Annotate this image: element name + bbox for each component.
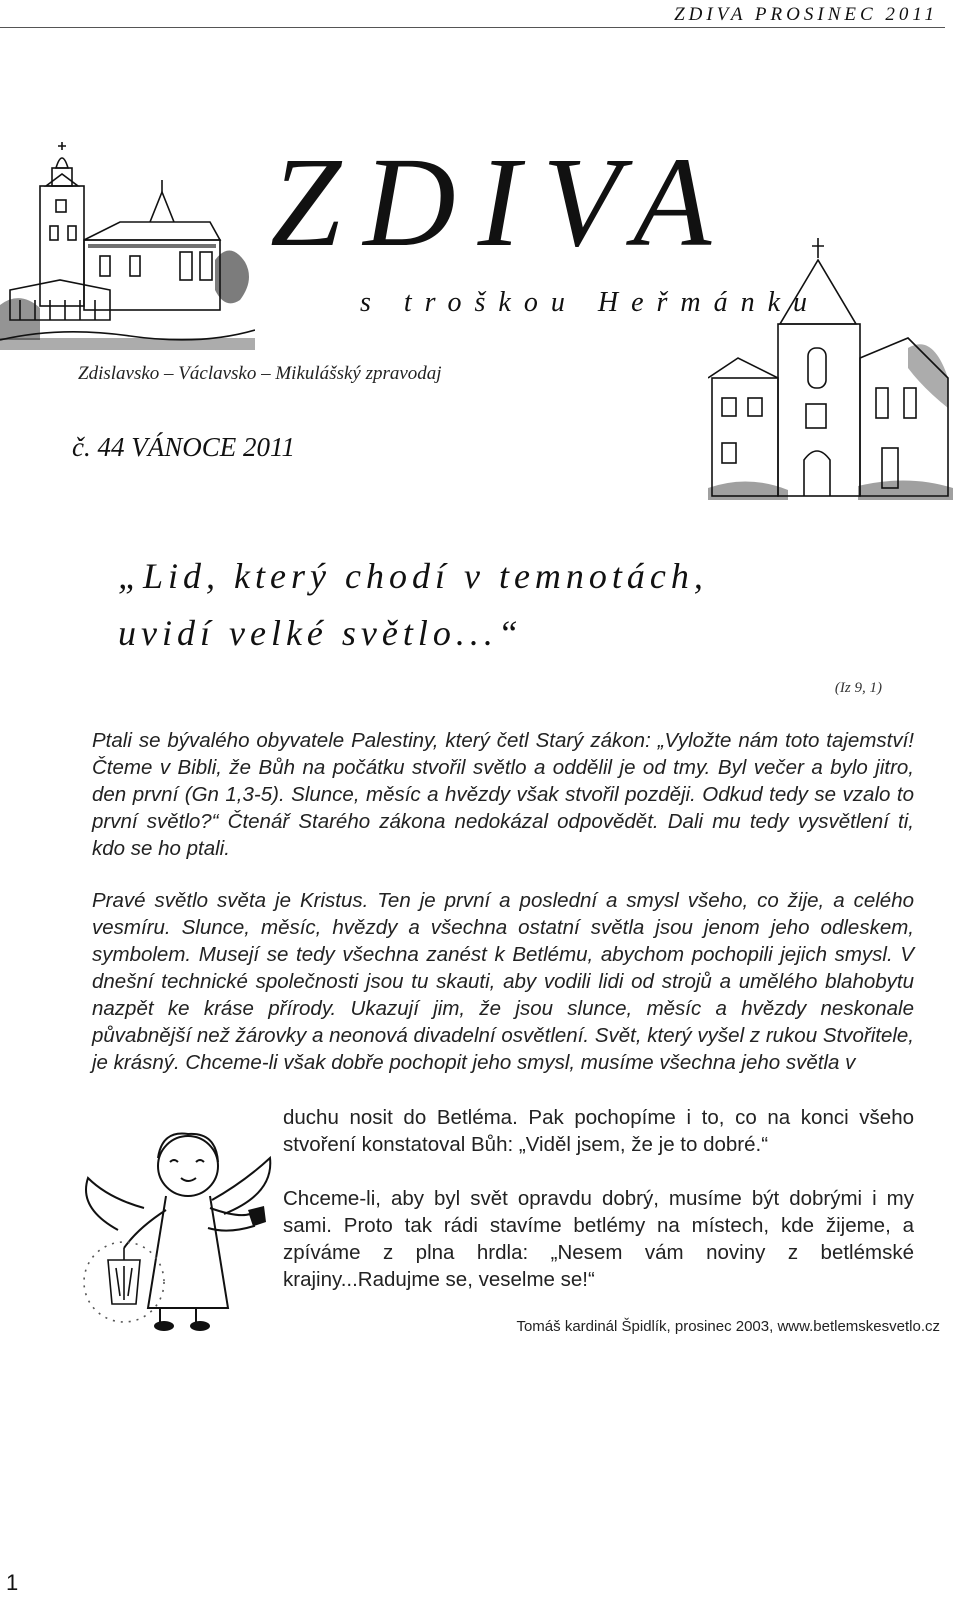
page-number: 1 bbox=[6, 1570, 19, 1595]
running-header: ZDIVA PROSINEC 2011 bbox=[674, 4, 938, 25]
church-illustration-left bbox=[0, 140, 255, 355]
quote-line-2: uvidí velké světlo...“ bbox=[118, 613, 523, 653]
church-illustration-right bbox=[708, 238, 953, 500]
issue-number: č. 44 VÁNOCE 2011 bbox=[72, 432, 295, 462]
article-paragraph-2: Pravé světlo světa je Kristus. Ten je první a poslední a smysl všeho, co žije, a celého vesmíru. Slunce, měsíc, hvězdy a všechna ostatní světla jsou jenom jeho odleskem, symbolem. Musejí se tedy všechna zanést k Betlému, abychom pochopili jejich smysl. V dnešní technické společnosti jsou tu skauti, aby vodili lidi od strojů a umělého blahobytu nazpět ke kráse přírody. Ukazují jim, že jsou slunce, měsíc a hvězdy neskonale půvabnější než žárovky a neonová divadelní osvětlení. Svět, který vyšel z rukou Stvořitele, je krásný. Chceme-li však dobře pochopit jeho smysl, musíme všechna jeho světla v bbox=[92, 889, 914, 1074]
article-paragraph-1: Ptali se bývalého obyvatele Palestiny, který četl Starý zákon: „Vyložte nám toto tajemství! Čteme v Bibli, že Bůh na počátku stvořil světlo a oddělil je od tmy. Byl večer a bylo jitro, den první (Gn 1,3-5). Slunce, měsíc a hvězdy však stvořil později. Odkud tedy se vzalo to první světlo?“ Čtenář Starého zákona nedokázal odpovědět. Dali mu tedy vysvětlení ti, kdo se ho ptali. bbox=[92, 729, 914, 860]
article-paragraph-3: Chceme-li, aby byl svět opravdu dobrý, musíme být dobrými i my sami. Proto tak rádi stavíme betlémy na místech, kde žijeme, a zpíváme z plna hrdla: „Nesem vám noviny z betlémské krajiny...Radujme se, veselme se!“ bbox=[283, 1187, 914, 1291]
quote-reference: (Iz 9, 1) bbox=[834, 680, 882, 696]
header-rule bbox=[0, 27, 945, 28]
quote-line-1: „Lid, který chodí v temnotách, bbox=[118, 556, 708, 596]
article-attribution: Tomáš kardinál Špidlík, prosinec 2003, www.betlemskesvetlo.cz bbox=[516, 1318, 940, 1335]
masthead-subtitle: s troškou Heřmánku bbox=[360, 287, 821, 318]
angel-lantern-illustration bbox=[78, 1118, 278, 1348]
region-tagline: Zdislavsko – Václavsko – Mikulášský zpravodaj bbox=[78, 363, 442, 384]
article-paragraph-2-continued: duchu nosit do Betléma. Pak pochopíme i to, co na konci všeho stvoření konstatoval Bůh: „Viděl jsem, že je to dobré.“ bbox=[283, 1106, 914, 1156]
masthead-title: ZDIVA bbox=[270, 131, 734, 273]
